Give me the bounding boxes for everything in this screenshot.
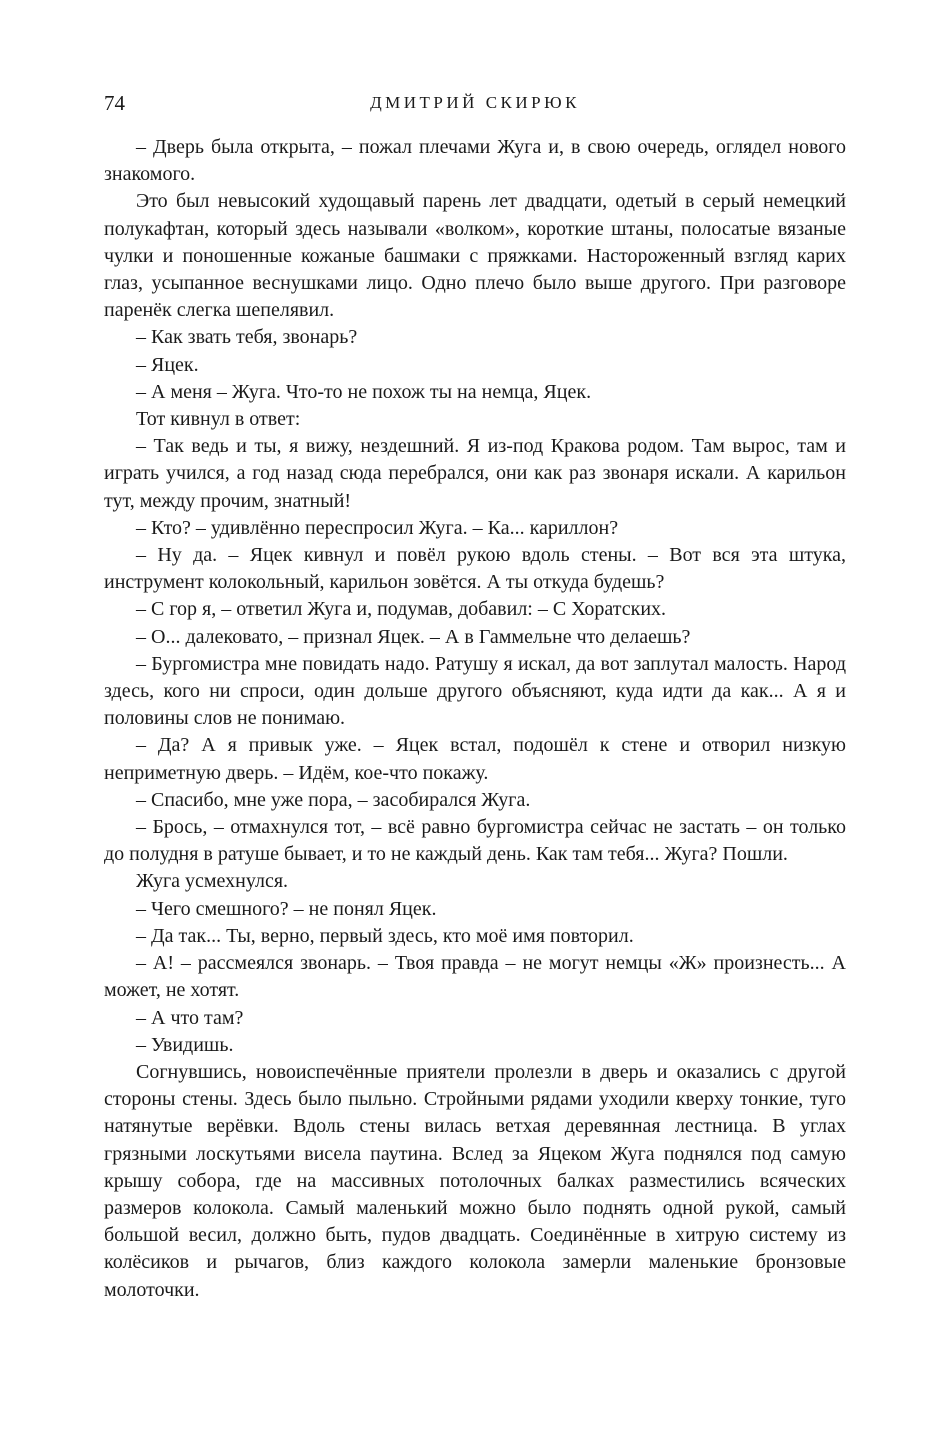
paragraph: – Бургомистра мне повидать надо. Ратушу я искал, да вот заплутал малость. Народ здесь, кого ни спроси, один дольше другого объясняют, куда идти да как... А я и половины слов не понимаю. [104, 652, 846, 730]
paragraph: – А! – рассмеялся звонарь. – Твоя правда – не могут немцы «Ж» произнесть... А может, не хотят. [104, 952, 846, 1002]
paragraph: – О... далековато, – признал Яцек. – А в Гаммельне что делаешь? [136, 625, 691, 648]
page-header [104, 88, 846, 118]
paragraph: – Дверь была открыта, – пожал плечами Жуга и, в свою очередь, оглядел нового знакомого. [104, 136, 846, 186]
paragraph: Тот кивнул в ответ: [136, 408, 301, 431]
paragraph: Согнувшись, новоиспечённые приятели пролезли в дверь и оказались с другой стороны стены. Здесь было пыльно. Стройными рядами уходили кверху тонкие, туго натянутые верёвки. Вдоль стены вилась ветхая деревянная лестница. В углах грязными лоскутьями висела паутина. Вслед за Яцеком Жуга поднялся под самую крышу собора, где на массивных потолочных балках разместились всяческих размеров колокола. Самый маленький можно было поднять одной рукой, самый большой весил, должно быть, пудов двадцать. Соединённые в хитрую систему из колёсиков и рычагов, близ каждого колокола замерли маленькие бронзовые молоточки. [104, 1060, 846, 1301]
paragraph: – А что там? [136, 1006, 244, 1029]
paragraph: – Яцек. [136, 353, 199, 376]
paragraph: Это был невысокий худощавый парень лет двадцати, одетый в серый немецкий полукафтан, который здесь называли «волком», короткие штаны, полосатые вязаные чулки и поношенные кожаные башмаки с пряжками. Настороженный взгляд карих глаз, усыпанное веснушками лицо. Одно плечо было выше другого. При разговоре паренёк слегка шепелявил. [104, 190, 846, 322]
paragraph: – С гор я, – ответил Жуга и, подумав, добавил: – С Хоратских. [136, 598, 667, 621]
paragraph: – Да так... Ты, верно, первый здесь, кто моё имя повторил. [136, 924, 634, 947]
paragraph: – Спасибо, мне уже пора, – засобирался Жуга. [136, 788, 531, 811]
paragraph: – Ну да. – Яцек кивнул и повёл рукою вдоль стены. – Вот вся эта штука, инструмент колокольный, карильон зовётся. А ты откуда будешь? [104, 544, 846, 594]
paragraph: – Да? А я привык уже. – Яцек встал, подошёл к стене и отворил низкую неприметную дверь. – Идём, кое-что покажу. [104, 734, 846, 784]
paragraph: Жуга усмехнулся. [136, 870, 289, 893]
page-number: 74 [104, 91, 125, 115]
paragraph: – Брось, – отмахнулся тот, – всё равно бургомистра сейчас не застать – он только до полудня в ратуше бывает, и то не каждый день. Как там тебя... Жуга? Пошли. [104, 816, 846, 866]
paragraph: – Кто? – удивлённо переспросил Жуга. – Ка... кариллон? [136, 516, 619, 539]
paragraph: – Увидишь. [136, 1033, 234, 1056]
running-head: ДМИТРИЙ СКИРЮК [370, 93, 580, 112]
paragraph: – Так ведь и ты, я вижу, нездешний. Я из-под Кракова родом. Там вырос, там и играть учился, а год назад сюда перебрался, они как раз звонаря искали. А карильон тут, между прочим, знатный! [104, 435, 846, 512]
paragraph: – Чего смешного? – не понял Яцек. [136, 897, 437, 920]
paragraph: – А меня – Жуга. Что-то не похож ты на немца, Яцек. [136, 380, 592, 403]
paragraph: – Как звать тебя, звонарь? [136, 326, 358, 349]
page-body [104, 134, 846, 1304]
